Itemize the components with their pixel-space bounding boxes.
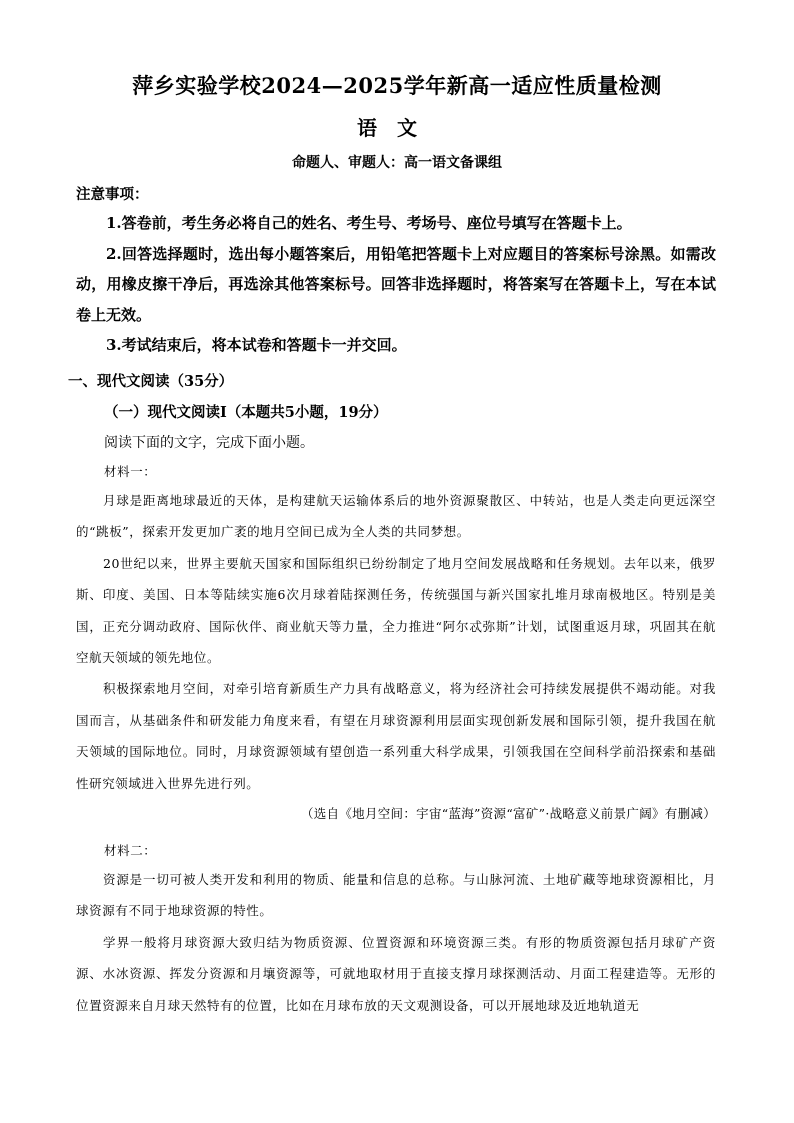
paragraph: 20世纪以来，世界主要航天国家和国际组织已纷纷制定了地月空间发展战略和任务规划。去年以来，俄罗斯、印度、美国、日本等陆续实施6次月球着陆探测任务，传统强国与新兴国家扎堆月球南极地区。特别是美国，正充分调动政府、国际伙伴、商业航天等力量，全力推进“阿尔忒弥斯”计划，试图重返月球，巩固其在航空航天领域的领先地位。: [76, 555, 716, 666]
material-label: 材料二：: [104, 843, 157, 858]
notice-item: 3.考试结束后，将本试卷和答题卡一并交回。: [106, 336, 407, 354]
subsection-heading: （一）现代文阅读Ⅰ（本题共5小题，19分）: [104, 404, 388, 421]
notice-item: 1.答卷前，考生务必将自己的姓名、考生号、考场号、座位号填写在答题卡上。: [106, 214, 632, 232]
reading-instruction: 阅读下面的文字，完成下面小题。: [104, 435, 314, 451]
material-two-text: [76, 864, 716, 1021]
exam-title: 萍乡实验学校2024—2025学年新高一适应性质量检测: [132, 73, 662, 98]
subject-title: 语文: [357, 116, 437, 140]
source-citation: （选自《地月空间：宇宙“蓝海”资源“富矿”·战略意义前景广阔》有删减）: [300, 806, 716, 821]
material-one-text: [76, 485, 716, 799]
notice-list: [76, 208, 716, 361]
paragraph: 学界一般将月球资源大致归结为物质资源、位置资源和环境资源三类。有形的物质资源包括月球矿产资源、水冰资源、挥发分资源和月壤资源等，可就地取材用于直接支撑月球探测活动、月面工程建造等。无形的位置资源来自月球天然特有的位置，比如在月球布放的天文观测设备，可以开展地球及近地轨道无: [76, 934, 716, 1013]
authors-line: 命题人、审题人：高一语文备课组: [292, 155, 502, 171]
notice-item: 2.回答选择题时，选出每小题答案后，用铅笔把答题卡上对应题目的答案标号涂黑。如需改动，用橡皮擦干净后，再选涂其他答案标号。回答非选择题时，将答案写在答题卡上，写在本试卷上无效。: [76, 244, 716, 324]
notice-heading: 注意事项：: [76, 186, 149, 203]
material-label: 材料一：: [104, 464, 157, 479]
paragraph: 积极探索地月空间，对牵引培育新质生产力具有战略意义，将为经济社会可持续发展提供不竭动能。对我国而言，从基础条件和研发能力角度来看，有望在月球资源利用层面实现创新发展和国际引领，提升我国在航天领域的国际地位。同时，月球资源领域有望创造一系列重大科学成果，引领我国在空间科学前沿探索和基础性研究领域进入世界先进行列。: [76, 681, 716, 791]
paragraph: 资源是一切可被人类开发和利用的物质、能量和信息的总称。与山脉河流、土地矿藏等地球资源相比，月球资源有不同于地球资源的特性。: [76, 872, 716, 919]
section-heading: 一、现代文阅读（35分）: [68, 373, 234, 390]
paragraph: 月球是距离地球最近的天体，是构建航天运输体系后的地外资源聚散区、中转站，也是人类走向更远深空的“跳板”，探索开发更加广袤的地月空间已成为全人类的共同梦想。: [76, 493, 716, 540]
